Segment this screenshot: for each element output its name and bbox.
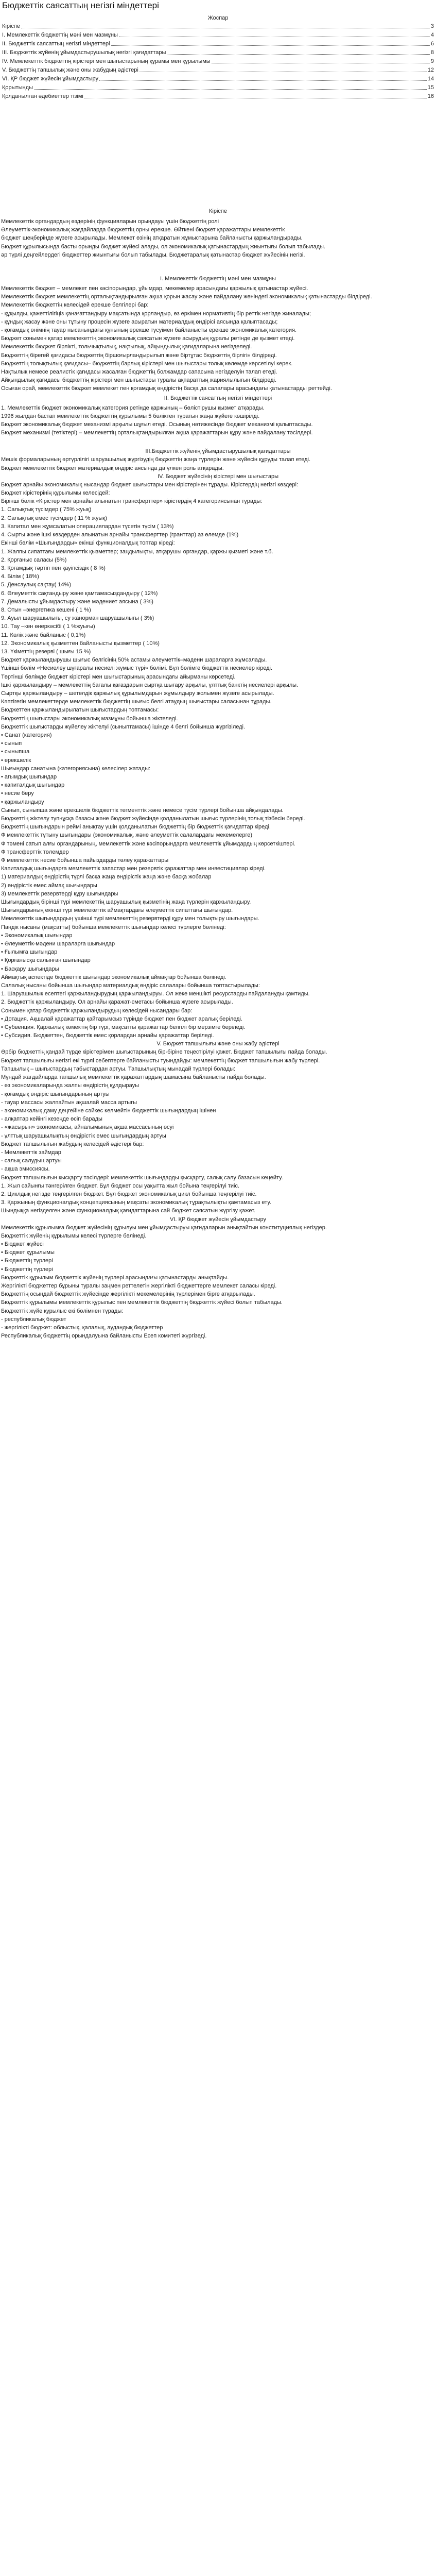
text-line: Бюджеттік шығыстарды жүйелеу жіктелуі (сыныптамасы) ішінде 4 белгі бойынша жүргізіледі. <box>1 723 246 730</box>
section-6-title: VI. ҚР бюджет жүйесін ұйымдастыру <box>169 1216 267 1223</box>
section-2-body <box>0 404 436 437</box>
toc-entry-title: IV. Мемлекеттік бюджеттің кірістері мен шығыстарының құрамы мен құрылымы <box>2 58 211 64</box>
document-body <box>0 14 436 1340</box>
plan-heading: Жоспар <box>207 15 229 21</box>
text-line: Шындыққа негізделген және функционалдық қағидаттарына сай бюджет саясатын жүргізу қажет. <box>1 1208 255 1214</box>
text-line: Шығындар санатына (категориясына) келесілер жатады: <box>1 765 151 772</box>
text-line: • сынып <box>1 740 22 747</box>
text-line: Тапшылық – шығыстардың табыстардан артуы. Тапшылықтың мынадай түрлері болады: <box>1 1065 236 1072</box>
text-line: Бюджет арнайы экономикалық нысандар бюджет шығыстары мен кірістерінен тұрады. Кірістердің негізгі көздері: <box>1 481 299 488</box>
text-line: Бюджеттік құрылымы мемлекеттік құрылыс пен мемлекеттік бюджеттің бюджеттік жүйесі болып табылады. <box>1 1299 283 1306</box>
text-line: Ф мемлекеттік тұтыну шығындары (экономикалық, және әлеуметтік салалардағы мекемелерге) <box>1 832 253 839</box>
text-line: Бюджет тапшылығы негізгі екі түрлі себептерге байланысты туындайды: мемлекеттің бюджет тапшылығын жабу түрлері. <box>1 1057 320 1064</box>
toc-entry-title: I. Мемлекеттік бюджеттің мәні мен мазмұны <box>2 32 118 38</box>
text-line: әр түрлі деңгейлердегі бюджеттер жиынтығы болып табылады. Бюджетаралық қатынастар бюджет жүйесінің негізі. <box>1 251 305 258</box>
toc-page-number: 16 <box>427 93 434 99</box>
text-line: Айқындылық қағидасы бюджеттің кірістері мен шығыстары туралы ақпараттың жариялылығын білдіреді. <box>1 377 277 384</box>
text-line: Мемлекеттік бюджет – мемлекет пен кәсіпорындар, ұйымдар, мекемелер арасындағы қаржылық қатынастар жүйесі. <box>1 285 308 292</box>
text-line: Капиталдық шығындарға мемлекеттік запастар мен резервтік қаражаттар мен инвестициялар кіреді. <box>1 866 266 872</box>
toc-entry[interactable] <box>0 92 436 101</box>
text-line: - салық салудың артуы <box>1 1158 62 1164</box>
text-line: Әрбір бюджеттің қандай түрде кірістерімен шығыстарының бір-біріне теңестірілуі қажет. Бюджет тапшылығы пайда болады. <box>1 1049 327 1056</box>
text-line: Мемлекеттік құрылымға бюджет жүйесінің құрылуы мен ұйымдастыруы қағидаларын анықтайтын конституциялық негіздер. <box>1 1224 327 1231</box>
section-4-body <box>0 481 436 1040</box>
toc-entry-title: Кіріспе <box>2 23 20 29</box>
text-line: Әлеуметтік-экономикалық жағдайларда бюджеттің орны ерекше. Өйткені бюджет қаражаттары мемлекеттік <box>1 227 285 233</box>
text-line: Кәптігегін мемлекеттерде мемлекеттік бюджеттің шығыс белгі атаудың шығыстары саласынан тұрады. <box>1 699 272 705</box>
toc-leader-dots <box>111 40 430 46</box>
toc-leader-dots <box>167 48 429 55</box>
text-line: • Экономикалық шығындар <box>1 932 73 939</box>
text-line: 13. Үкіметтің резерві ( шығы 15 %) <box>1 648 91 655</box>
section-6-body <box>0 1224 436 1341</box>
text-line: • Санат (категория) <box>1 732 52 738</box>
text-line: Бюджет мемлекеттік бюджет материалдық өндіріс аясында да үлкен роль атқарады. <box>1 465 224 471</box>
text-line: Сонымен қатар бюджеттік қаржыландырудың келесідей нысандары бар: <box>1 1007 193 1014</box>
text-line: Республикалық бюджеттің орындалуына байланысты Есеп комитеті жүргізеді. <box>1 1333 207 1340</box>
text-line: 1. Жалпы сипаттағы мемлекеттік қызметтер; заңдылықты, атқарушы органдар, қаржы қызметі және т.б. <box>1 548 273 555</box>
text-line: Бюджет тапшылығын жабудың келесідей әдістері бар: <box>1 1141 144 1147</box>
text-line: 3. Капитал мен жұмсалатын операциялардан түсетін түсім ( 13%) <box>1 523 174 530</box>
text-line: 11. Көлік және байланыс ( 0,1%) <box>1 632 86 638</box>
text-line: Бюджет кірістерінің құрылымы келесідей: <box>1 490 110 497</box>
text-line: • Бюджет жүйесі <box>1 1241 44 1247</box>
text-line: 1) материалдық өндірістің түрлі басқа жаңа өндірістік жаңа және басқа жобалар <box>1 874 212 880</box>
text-line: • капиталдық шығындар <box>1 782 65 789</box>
text-line: Төртінші бөлімде бюджет кірістері мен шығыстарының арасындағы айырманы көрсетеді. <box>1 673 236 680</box>
text-line: • Дотация. Ақшалай қаражаттар қайтарымсыз түрінде бюджет пен бюджет аралық беріледі. <box>1 1015 243 1022</box>
text-line: • Басқару шығындары <box>1 965 59 972</box>
text-line: • Субвенция. Қаржылық көмектің бір түрі, мақсатты қаражаттар белгілі бір мерзімге беріледі. <box>1 1024 246 1031</box>
toc-entry[interactable] <box>0 83 436 92</box>
text-line: Бюджеттің осындай бюджеттік жүйесінде жергілікті мекемелерінің түрлерімен бірге атқарылады. <box>1 1291 255 1298</box>
toc-leader-dots <box>21 22 430 28</box>
text-line: Бюджет механизмі (тетіктері) – мемлекеттің орталықтандырылған ақша қаражаттарын құру және пайдалану тәсілдері. <box>1 430 313 436</box>
toc-entry-title: II. Бюджеттік саясаттың негізгі міндеттері <box>2 41 110 47</box>
text-line: - қоғамдық өнімнің тауар нысанындағы құнының ерекше түсуімен байланысты ерекше экономикалық категория. <box>1 327 297 334</box>
text-line: • ағымдық шығындар <box>1 773 57 780</box>
text-line: - Мемлекеттік займдар <box>1 1149 61 1156</box>
text-line: Шығындарының екінші түрі мемлекеттік аймақтардағы әлеуметтік сипаттағы шығындар. <box>1 907 233 914</box>
toc-entry[interactable] <box>0 22 436 31</box>
text-line: Мемлекеттік бюджеттің келесідей ерекше белгілері бар: <box>1 302 149 309</box>
text-line: Екінші бөлім «Шығындарды» екінші функционалдық топтар кіреді: <box>1 540 175 547</box>
text-line: - экономикалық даму деңгейіне сәйкес келмейтін бюджеттік шығындардың ішінен <box>1 1107 216 1114</box>
text-line: Бюджет тапшылығын қысқарту тәсілдері: мемлекеттік шығындарды қысқарту, салық салу базасын кеңейту. <box>1 1174 283 1181</box>
intro-body <box>0 217 436 259</box>
text-line: Аймақтық аспектіде бюджеттік шығындар экономикалық аймақтар бойынша бөлінеді. <box>1 974 226 980</box>
text-line: • сыныпша <box>1 749 30 755</box>
intro-title: Кіріспе <box>209 208 227 214</box>
text-line: 3. Қоғамдық тәртіп пен қауіпсіздік ( 8 %) <box>1 565 106 571</box>
text-line: Мұндай жағдайларда тапшылық мемлекеттік қаражаттардың шамасына байланысты пайда болады. <box>1 1074 266 1081</box>
section-3-title: III.Бюджеттік жүйенің ұйымдастырушылық қағидаттары <box>145 448 291 455</box>
text-line: • Қорғанысқа салынған шығындар <box>1 957 91 964</box>
text-line: Ф тәмені сатып алғы органдарының, мемлекеттік және кәсіпорындарға мемлекеттік ұйымдардың көрсеткіштері. <box>1 840 295 847</box>
text-line: Осыған орай, мемлекеттік бюджет мемлекет пен қоғамдық өндірістің басқа да салалары арасындағы қатынастарды реттейді. <box>1 385 332 392</box>
section-3-body <box>0 455 436 472</box>
text-line: Бюджеттің толықтылық қағидасы– бюджеттің барлық кірістері мен шығыстары толық көлемде көрсетілуі керек. <box>1 360 293 367</box>
text-line: • Бюджеттің түрлері <box>1 1266 53 1273</box>
toc-leader-dots <box>139 66 427 72</box>
text-line: Нақтылық немесе реалистік қағидасы жасалған бюджеттің болжамдар сапасына негізделуін талап етеді. <box>1 369 277 376</box>
toc-entry-title: Қолданылған әдебиеттер тізімі <box>2 93 83 99</box>
toc-page-number: 14 <box>427 76 434 82</box>
text-line: Сынып, сыныпша және ерекшелік бюджеттік тегменттік және немесе түсім түрлері бойынша айқындалады. <box>1 807 284 814</box>
text-line: Бюджеттік жүйе құрылыс екі бөлімнен тұрады: <box>1 1308 124 1314</box>
toc-entry[interactable] <box>0 75 436 83</box>
text-line: Мешік формаларының әртүрлілігі шаруашылық жүргізудің бюджеттің жаңа түрлерін және жүйесін құруды талап етеді. <box>1 456 311 463</box>
text-line: Шығындардың бірінші түрі мемлекеттің шаруашылық қызметінің жаңа түрлерін қаржыландыру. <box>1 899 251 906</box>
text-line: - қоғамдық өндіріс шығындарының артуы <box>1 1091 110 1097</box>
text-line: Мемлекеттік бюджет бірлікті, тольчықтылық, нақтылық, айқындылық қағидаларына негізделеді. <box>1 344 252 350</box>
text-line: Ішкі қаржыландыру – мемлекеттің бағалы қағаздарын сыртқа шығару арқылы, ұлттық банктің несиелері арқылы. <box>1 682 299 688</box>
text-line: 8. Отын –энергетика кешені ( 1 %) <box>1 606 91 613</box>
text-line: Жергілікті бюджеттер бұрыны туралы заңмен реттелетін жергілікті бюджеттерге мемлекет саласы кіреді. <box>1 1282 277 1289</box>
text-line: • Бюджет құрылымы <box>1 1249 55 1256</box>
text-line: - республикалық бюджет <box>1 1316 66 1323</box>
toc-entry-title: V. Бюджеттің тапшылық және оны жабудың әдістері <box>2 67 138 73</box>
text-line: 2. Циклдық негізде теңгерілген бюджет. Бұл бюджет экономикалық цикл бойынша теңгерілуі тиіс. <box>1 1191 257 1197</box>
toc-entry[interactable] <box>0 48 436 57</box>
text-line: 3. Қаржының функционалдық концепциясының мақсаты экономикалық тұрақтылықты қамтамасыз ету. <box>1 1199 271 1206</box>
toc-page-number: 15 <box>427 84 434 91</box>
text-line: - құқылды, қажеттілігіңіз қанағаттандыру мақсатында қорландыр, өз еркімен нормативтің бір реттік негізде жиналады; <box>1 310 311 317</box>
text-line: Бюджеттік құрылым бюджеттік жүйенің түрлері арасындағы қатынастарды анықтайды. <box>1 1274 229 1281</box>
text-line: Салалық нысаны бойынша шығындар материалдық өндіріс салалары бойынша топтастырылады: <box>1 982 260 989</box>
text-line: Ф мемлекеттік несие бойынша пайыздарды төлеу қаражаттары <box>1 857 169 864</box>
text-line: Бюджет құрылысында басты орынды бюджет жүйесі алады, ол экономикалық қатынастардың жиынтығы болып табылады. <box>1 243 326 250</box>
text-line: 12. Экономикалық қызметтен байланысты қызметтер ( 10%) <box>1 640 160 647</box>
table-of-contents <box>0 22 436 101</box>
toc-page-number: 9 <box>430 58 434 64</box>
text-line: Бюджеттік жүйенің құрылымы келесі түрлерге бөлінеді. <box>1 1232 147 1239</box>
text-line: • қаржыландыру <box>1 799 44 805</box>
text-line: Бюджеттің жіктелу түпнұсқа базасы және бюджет жүйесінде қолданылатын шығыс түрлерінің толық тізбесін береді. <box>1 816 305 822</box>
text-line: Бюджет қаржыландырушы шығыс белгісінің 50% астамы әлеуметтік–мәдени шараларға жұмсалады. <box>1 657 267 664</box>
text-line: • несие беру <box>1 790 34 797</box>
text-line: Ұшінші бөлім «Несиелеу шұғаралы несиелі жұмыс түрі» бөлімі. Бұл бөлімге бюджеттік несиелер кіреді. <box>1 665 273 672</box>
text-line: 1. Салықтық түсімдер ( 75% жуық) <box>1 506 92 513</box>
toc-entry-title: Қорытынды <box>2 84 33 91</box>
text-line: • ерекшелік <box>1 757 31 764</box>
toc-page-number: 4 <box>430 32 434 38</box>
text-line: • Ғылымға шығындар <box>1 949 58 956</box>
document-title: Бюджеттік саясаттың негізгі міндеттері <box>2 1 159 10</box>
section-4-title: IV. Бюджет жүйесінің кірістері мен шығыстары <box>157 473 279 480</box>
text-line: Бюджеттің бірегей қағидасы бюджеттің біршоғырландырылып және біртұтас бюджеттің бірлігін білдіреді. <box>1 352 277 359</box>
toc-entry-title: III. Бюджеттік жүйенің ұйымдастырушылық негізгі қағидаттары <box>2 49 166 56</box>
text-line: Мемлекеттік шығындардың үшінші түрі мемлекеттің резервтерді құру мен толықтыру шығындары. <box>1 916 259 922</box>
toc-leader-dots <box>84 92 427 98</box>
toc-leader-dots <box>212 57 430 63</box>
toc-page-number: 6 <box>430 41 434 47</box>
toc-page-number: 12 <box>427 67 434 73</box>
section-5-title: V. Бюджет тапшылығы және оны жабу әдістері <box>156 1041 280 1047</box>
text-line: • Бюджеттің түрлері <box>1 1258 53 1264</box>
toc-page-number: 8 <box>430 49 434 56</box>
text-line: Бюджеттің шығыстары экономикалық мазмұны бойынша жіктеледі. <box>1 715 178 722</box>
text-line: - ұлттық шаруашылықтың өндірістік емес шығындардың артуы <box>1 1132 166 1139</box>
text-line: Бюджет сонымен қатар мемлекеттің экономикалық саясатын жүзеге асырудың құралы ретінде де қызмет етеді. <box>1 335 295 342</box>
text-line: 2. Қорғаныс саласы (5%) <box>1 556 67 563</box>
section-1-title: I. Мемлекеттік бюджеттің мәні мен мазмұны <box>160 276 276 282</box>
text-line: • Әлеуметтік-мәдени шараларға шығындар <box>1 941 115 947</box>
text-line: 1. Жыл сайынғы тәнгерілген бюджет. Бұл бюджет осы уақытта жыл бойына теңгерілуі тиіс. <box>1 1182 240 1189</box>
toc-leader-dots <box>34 83 427 90</box>
text-line: 3) мемлекеттік резервтерді құру шығындары <box>1 890 118 897</box>
text-line: 7. Демалысты ұйымдастыру және мәдениет аясына ( 3%) <box>1 598 153 605</box>
text-line: Ф трансферттік төлемдер <box>1 849 69 855</box>
text-line: 1996 жылдан бастап мемлекеттік бюджеттің құрылымы 5 бөліктен тұратын жаңа жүйеге көшірілді. <box>1 413 260 419</box>
text-line: 2. Бюджеттік қаржыландыру. Ол арнайы қаражат-сметасы бойынша жүзеге асырылады. <box>1 999 233 1006</box>
text-line: • Субсидия. Бюджеттен, бюджеттік емес қорлардан арнайы қаражаттар беріледі. <box>1 1032 214 1039</box>
section-1-body <box>0 284 436 393</box>
text-line: Бюджет экономикалық бюджет механизмі арқылы шұғыл етеді. Осының нәтижесінде бюджет механизмі қалыптасады. <box>1 421 313 428</box>
text-line: - ақша эмиссиясы. <box>1 1166 50 1173</box>
text-line: - жергілікті бюджет: облыстық, қалалық, аудандық бюджеттер <box>1 1324 163 1331</box>
text-line: Бюджеттің шығындарын реймі анықтау үшін қолданылатын бюджеттің бір бюджеттік қағидаттар кіреді. <box>1 824 271 831</box>
text-line: Бірінші бөлік «Кірістер мен арнайы алынатын трансферттер» кірістердің 4 категориясынан тұрады: <box>1 498 263 505</box>
toc-entry[interactable] <box>0 57 436 66</box>
toc-entry-title: VI. ҚР бюджет жүйесін ұйымдастыру <box>2 76 99 82</box>
toc-entry[interactable] <box>0 40 436 48</box>
toc-entry[interactable] <box>0 31 436 40</box>
text-line: 2. Салықтық емес түсімдер ( 11 % жуық) <box>1 515 107 521</box>
text-line: Пандік нысаны (мақсатты) бойынша мемлекеттік шығындар келесі түрлерге бөлінеді: <box>1 924 226 930</box>
text-line: 10. Тау –кен өнеркәсібі ( 1 %жуығы) <box>1 623 95 630</box>
text-line: - өз экономикаларында жалпы өндірістің құлдырауы <box>1 1082 139 1089</box>
text-line: Мемлекеттік органдардың өздерінің функцияларын орындауы үшін бюджеттің ролі <box>1 218 219 225</box>
text-line: 4. Сырты және ішкі көздерден алынатын арнайы трансферттер (гранттар) аз өлемде (1%) <box>1 532 239 538</box>
text-line: - тауар массасы жалпайтын ақшалай масса артығы <box>1 1099 137 1106</box>
text-line: - құндық жасау және оны тұтыну процесін жүзеге асыратын материалдық өндірісі аясында қалыптасады; <box>1 318 278 325</box>
section-2-title: II. Бюджеттік саясаттың негізгі міндеттері <box>164 395 272 401</box>
text-line: 4. Білім ( 18%) <box>1 573 39 580</box>
text-line: 9. Ауыл шаруашылығы, су жанорман шаруашылығы ( 3%) <box>1 615 154 622</box>
text-line: - алқаптар кейінгі кезеңде өсіп барады <box>1 1116 102 1123</box>
text-line: 6. Әлеуметтік сақтандыру және қамтамасыздандыру ( 12%) <box>1 590 158 597</box>
text-line: бюджет шеңберінде жүзеге асырылады. Мемлекет өзінің атқаратын жұмыстарына байланысты қаржыландырады. <box>1 235 303 242</box>
toc-leader-dots <box>119 31 430 37</box>
text-line: Сыртқы қаржыландыру – шетелдік қаржылық құрылымдарын жұмылдыру жолымен жүзеге асырылады. <box>1 690 274 697</box>
toc-entry[interactable] <box>0 66 436 75</box>
text-line: Мемлекеттік бюджет мемлекеттің орталықтандырылған ақша қорын жасау және пайдалану жөніндегі экономикалық қатынастарды білдіреді. <box>1 294 372 300</box>
text-line: 2) өндірістік емес аймақ шығындары <box>1 882 97 889</box>
text-line: Бюджеттен қаржыландырылатын шығыстардың топтамасы: <box>1 707 159 714</box>
toc-page-number: 3 <box>430 23 434 29</box>
text-line: 1. Шаруашылық есептегі қаржыландырудың қаржыландыруы. Ол жеке меншікті ресурстарды пайдалануды қамтиды. <box>1 991 310 997</box>
section-5-body <box>0 1048 436 1215</box>
text-line: - «жасырын» экономикасы, айналымының ақша массасының өсуі <box>1 1124 174 1131</box>
text-line: 1. Мемлекеттік бюджет экономикалық категория ретінде қаржының – бөлістірушы қызмет атқарады. <box>1 404 265 411</box>
text-line: 5. Денсаулық сақтау( 14%) <box>1 582 72 588</box>
toc-leader-dots <box>99 75 427 81</box>
page-gap <box>0 101 436 207</box>
